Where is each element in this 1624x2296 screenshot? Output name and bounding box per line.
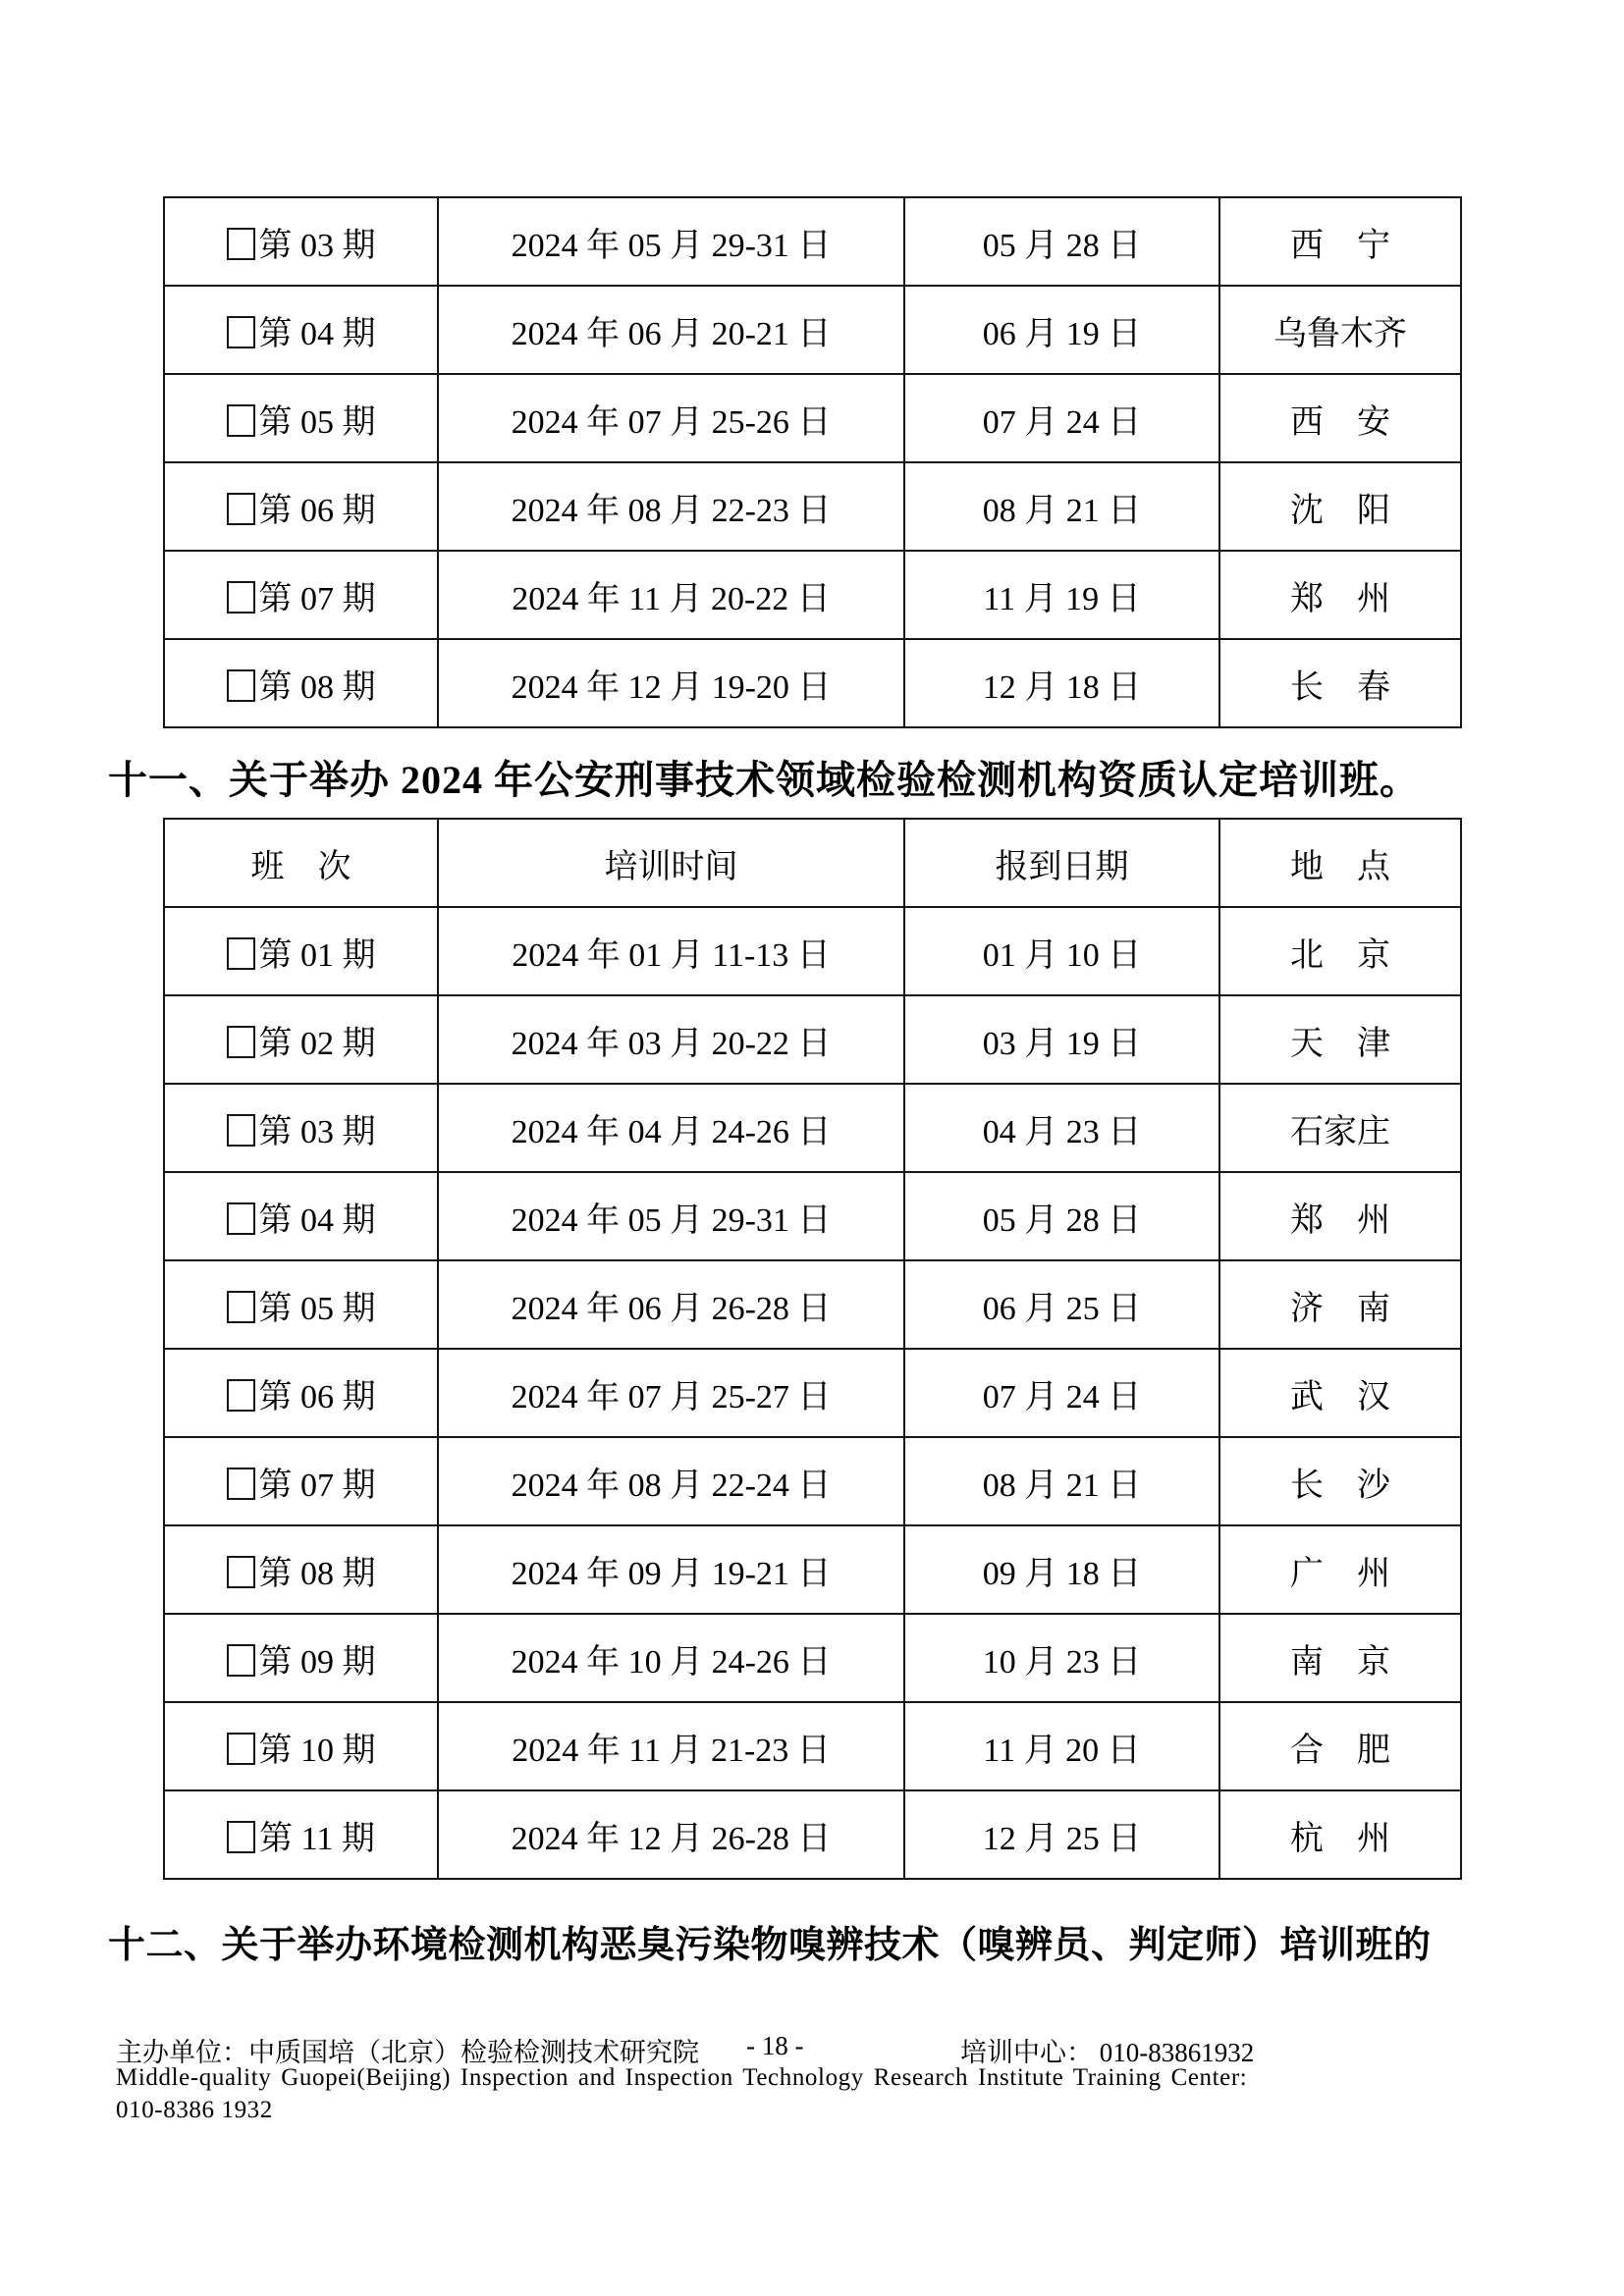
session-cell <box>164 639 438 727</box>
checkbox-icon[interactable] <box>227 669 255 702</box>
checkbox-icon[interactable] <box>227 404 255 437</box>
place-cell: 天 津 <box>1219 995 1461 1084</box>
place-cell: 长 沙 <box>1219 1437 1461 1525</box>
time-cell: 2024 年 10 月 24-26 日 <box>438 1614 904 1702</box>
session-label: 第 05 期 <box>258 403 376 441</box>
checkbox-icon[interactable] <box>227 581 255 614</box>
table-header-row <box>164 819 1461 907</box>
section-heading-12: 十二、关于举办环境检测机构恶臭污染物嗅辨技术（嗅辨员、判定师）培训班的 <box>108 1925 1432 1966</box>
table-row <box>164 1790 1461 1879</box>
time-cell: 2024 年 07 月 25-26 日 <box>438 374 904 462</box>
table-row <box>164 551 1461 639</box>
session-label: 第 06 期 <box>258 492 376 529</box>
session-cell <box>164 907 438 995</box>
checkbox-icon[interactable] <box>227 1379 255 1412</box>
session-label: 第 07 期 <box>258 1467 376 1504</box>
report-date-cell: 08 月 21 日 <box>904 1437 1219 1525</box>
table-row <box>164 197 1461 286</box>
footer-organizer: 主办单位：中质国培（北京）检验检测技术研究院 <box>116 2038 699 2067</box>
session-cell <box>164 286 438 374</box>
table-row <box>164 1614 1461 1702</box>
report-date-cell: 11 月 19 日 <box>904 551 1219 639</box>
session-cell <box>164 1260 438 1349</box>
place-cell: 杭 州 <box>1219 1790 1461 1879</box>
session-label: 第 11 期 <box>259 1820 375 1857</box>
report-date-cell: 12 月 25 日 <box>904 1790 1219 1879</box>
column-header-place: 地 点 <box>1219 819 1461 907</box>
session-label: 第 01 期 <box>258 936 376 974</box>
report-date-cell: 11 月 20 日 <box>904 1702 1219 1790</box>
place-cell: 乌鲁木齐 <box>1219 286 1461 374</box>
table-row <box>164 1702 1461 1790</box>
session-label: 第 03 期 <box>258 227 376 264</box>
table-row <box>164 286 1461 374</box>
table-row <box>164 907 1461 995</box>
session-label: 第 05 期 <box>258 1290 376 1327</box>
table-row <box>164 374 1461 462</box>
session-label: 第 02 期 <box>258 1025 376 1062</box>
time-cell: 2024 年 06 月 20-21 日 <box>438 286 904 374</box>
report-date-cell: 01 月 10 日 <box>904 907 1219 995</box>
report-date-cell: 07 月 24 日 <box>904 374 1219 462</box>
checkbox-icon[interactable] <box>227 1733 255 1765</box>
table-row <box>164 1260 1461 1349</box>
table-row <box>164 462 1461 551</box>
column-header-report-date: 报到日期 <box>904 819 1219 907</box>
session-cell <box>164 1614 438 1702</box>
checkbox-icon[interactable] <box>227 1468 255 1500</box>
place-cell: 石家庄 <box>1219 1084 1461 1172</box>
time-cell: 2024 年 04 月 24-26 日 <box>438 1084 904 1172</box>
report-date-cell: 03 月 19 日 <box>904 995 1219 1084</box>
column-header-session: 班 次 <box>164 819 438 907</box>
session-label: 第 03 期 <box>258 1113 376 1150</box>
report-date-cell: 06 月 19 日 <box>904 286 1219 374</box>
place-cell: 郑 州 <box>1219 551 1461 639</box>
session-label: 第 09 期 <box>258 1643 376 1681</box>
place-cell: 广 州 <box>1219 1525 1461 1614</box>
place-cell: 西 宁 <box>1219 197 1461 286</box>
time-cell: 2024 年 01 月 11-13 日 <box>438 907 904 995</box>
session-cell <box>164 1437 438 1525</box>
schedule-table-bottom <box>163 818 1462 1880</box>
session-label: 第 06 期 <box>258 1378 376 1415</box>
time-cell: 2024 年 12 月 19-20 日 <box>438 639 904 727</box>
footer-phone-line: 010-8386 1932 <box>116 2097 273 2123</box>
checkbox-icon[interactable] <box>227 1114 255 1147</box>
checkbox-icon[interactable] <box>227 1291 255 1323</box>
time-cell: 2024 年 08 月 22-24 日 <box>438 1437 904 1525</box>
checkbox-icon[interactable] <box>227 1644 255 1677</box>
checkbox-icon[interactable] <box>227 1202 255 1235</box>
session-cell <box>164 1349 438 1437</box>
time-cell: 2024 年 06 月 26-28 日 <box>438 1260 904 1349</box>
checkbox-icon[interactable] <box>227 228 255 260</box>
place-cell: 郑 州 <box>1219 1172 1461 1260</box>
time-cell: 2024 年 12 月 26-28 日 <box>438 1790 904 1879</box>
footer-training-center: 培训中心： 010-83861932 <box>960 2038 1255 2067</box>
place-cell: 南 京 <box>1219 1614 1461 1702</box>
checkbox-icon[interactable] <box>227 1026 255 1058</box>
session-cell <box>164 462 438 551</box>
session-label: 第 04 期 <box>258 1201 376 1239</box>
table-row <box>164 995 1461 1084</box>
session-cell <box>164 1172 438 1260</box>
report-date-cell: 07 月 24 日 <box>904 1349 1219 1437</box>
place-cell: 武 汉 <box>1219 1349 1461 1437</box>
session-label: 第 07 期 <box>258 580 376 617</box>
place-cell: 长 春 <box>1219 639 1461 727</box>
time-cell: 2024 年 11 月 20-22 日 <box>438 551 904 639</box>
checkbox-icon[interactable] <box>227 316 255 348</box>
time-cell: 2024 年 09 月 19-21 日 <box>438 1525 904 1614</box>
time-cell: 2024 年 05 月 29-31 日 <box>438 197 904 286</box>
table-row <box>164 1084 1461 1172</box>
column-header-time: 培训时间 <box>438 819 904 907</box>
table-row <box>164 639 1461 727</box>
time-cell: 2024 年 11 月 21-23 日 <box>438 1702 904 1790</box>
report-date-cell: 06 月 25 日 <box>904 1260 1219 1349</box>
session-cell <box>164 1790 438 1879</box>
table-row <box>164 1437 1461 1525</box>
checkbox-icon[interactable] <box>227 937 255 970</box>
checkbox-icon[interactable] <box>227 1821 255 1853</box>
place-cell: 济 南 <box>1219 1260 1461 1349</box>
session-cell <box>164 995 438 1084</box>
report-date-cell: 12 月 18 日 <box>904 639 1219 727</box>
report-date-cell: 05 月 28 日 <box>904 1172 1219 1260</box>
session-cell <box>164 197 438 286</box>
session-label: 第 10 期 <box>258 1732 376 1769</box>
session-cell <box>164 1084 438 1172</box>
time-cell: 2024 年 03 月 20-22 日 <box>438 995 904 1084</box>
schedule-table-top <box>163 196 1462 728</box>
table-row <box>164 1349 1461 1437</box>
session-cell <box>164 551 438 639</box>
place-cell: 西 安 <box>1219 374 1461 462</box>
session-label: 第 08 期 <box>258 1555 376 1592</box>
place-cell: 沈 阳 <box>1219 462 1461 551</box>
footer-english-line: Middle-quality Guopei(Beijing) Inspection and Inspection Technology Research Institute Training Center: <box>116 2064 1248 2091</box>
time-cell: 2024 年 05 月 29-31 日 <box>438 1172 904 1260</box>
time-cell: 2024 年 08 月 22-23 日 <box>438 462 904 551</box>
session-label: 第 08 期 <box>258 668 376 706</box>
place-cell: 合 肥 <box>1219 1702 1461 1790</box>
report-date-cell: 09 月 18 日 <box>904 1525 1219 1614</box>
section-heading-11: 十一、关于举办 2024 年公安刑事技术领域检验检测机构资质认定培训班。 <box>108 758 1420 802</box>
footer-page-number: - 18 - <box>746 2031 804 2060</box>
checkbox-icon[interactable] <box>227 493 255 525</box>
session-cell <box>164 1525 438 1614</box>
report-date-cell: 05 月 28 日 <box>904 197 1219 286</box>
table-row <box>164 1525 1461 1614</box>
session-cell <box>164 374 438 462</box>
checkbox-icon[interactable] <box>227 1556 255 1588</box>
report-date-cell: 08 月 21 日 <box>904 462 1219 551</box>
session-label: 第 04 期 <box>258 315 376 352</box>
time-cell: 2024 年 07 月 25-27 日 <box>438 1349 904 1437</box>
report-date-cell: 04 月 23 日 <box>904 1084 1219 1172</box>
table-row <box>164 1172 1461 1260</box>
place-cell: 北 京 <box>1219 907 1461 995</box>
report-date-cell: 10 月 23 日 <box>904 1614 1219 1702</box>
session-cell <box>164 1702 438 1790</box>
